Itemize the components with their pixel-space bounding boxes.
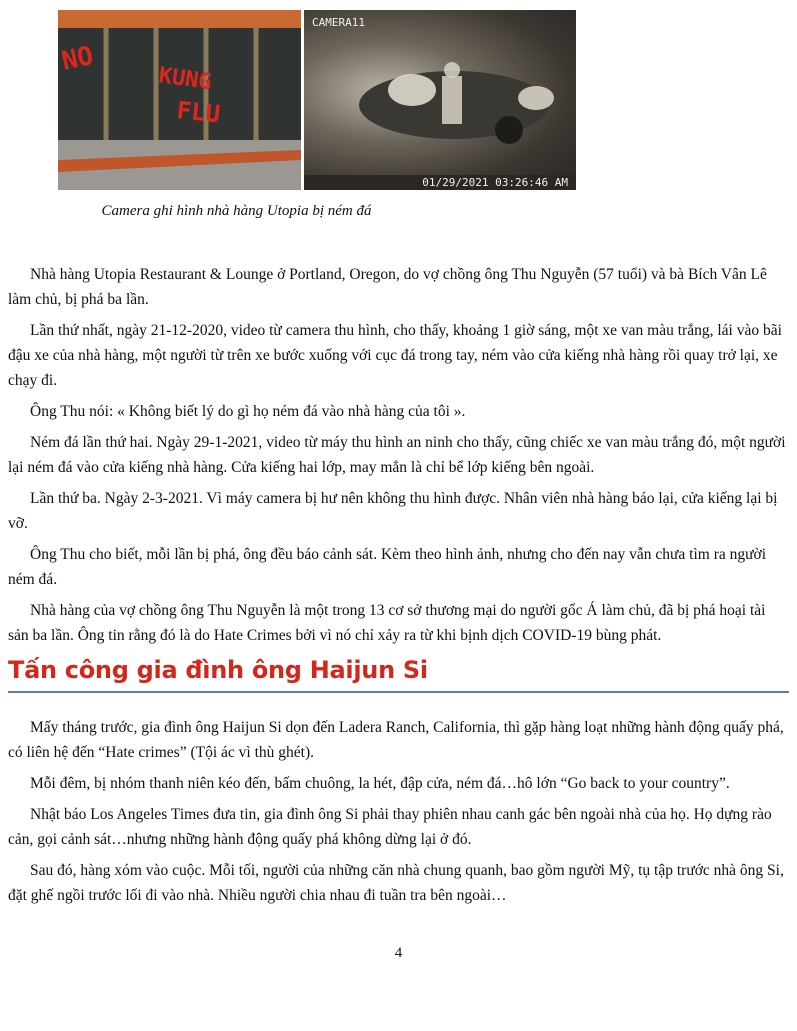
paragraph: Lần thứ ba. Ngày 2-3-2021. Vì máy camera bị hư nên không thu hình được. Nhân viên nhà hàng báo lại, cửa kiếng lại bị vỡ. xyxy=(8,490,778,532)
paragraph: Sau đó, hàng xóm vào cuộc. Mỗi tối, người của những căn nhà chung quanh, bao gồm người Mỹ, tụ tập trước nhà ông Si, đặt ghế ngồi trước lối đi vào nhà. Nhiều người chia nhau đi tuần tra bên ngoài… xyxy=(8,862,784,904)
camera-label: CAMERA11 xyxy=(312,16,365,29)
paragraph: Mỗi đêm, bị nhóm thanh niên kéo đến, bấm chuông, la hét, đập cửa, ném đá…hô lớn “Go back to your country”. xyxy=(30,775,730,792)
security-camera-illustration xyxy=(304,10,576,190)
paragraph: Ném đá lần thứ hai. Ngày 29-1-2021, video từ máy thu hình an ninh cho thấy, cũng chiếc xe van màu trắng đó, một người lại ném đá vào cửa kiếng nhà hàng. Cửa kiếng hai lớp, may mắn là chỉ bể lớp kiếng bên ngoài. xyxy=(8,434,786,476)
graffiti-word-3: FLU xyxy=(175,96,222,129)
heading-divider xyxy=(8,691,789,693)
graffiti-word-1: NO xyxy=(59,40,97,77)
paragraph: Mấy tháng trước, gia đình ông Haijun Si dọn đến Ladera Ranch, California, thì gặp hàng loạt những hành động quấy phá, có liên hệ đến “Hate crimes” (Tội ác vì thù ghét). xyxy=(8,719,784,761)
graffiti-word-2: KUNG xyxy=(157,63,214,96)
article-body xyxy=(8,262,789,914)
paragraph: Ông Thu cho biết, mỗi lần bị phá, ông đều báo cảnh sát. Kèm theo hình ảnh, nhưng cho đến nay vẫn chưa tìm ra người ném đá. xyxy=(8,546,767,588)
restaurant-graffiti-photo xyxy=(58,10,301,190)
paragraph: Nhà hàng Utopia Restaurant & Lounge ở Portland, Oregon, do vợ chồng ông Thu Nguyễn (57 tuổi) và bà Bích Vân Lê làm chủ, bị phá ba lần. xyxy=(8,266,767,308)
camera-timestamp: 01/29/2021 03:26:46 AM xyxy=(422,176,568,189)
photo-strip xyxy=(58,10,576,190)
section-heading: Tấn công gia đình ông Haijun Si xyxy=(8,656,428,684)
page-number: 4 xyxy=(394,945,403,961)
paragraph: Lần thứ nhất, ngày 21-12-2020, video từ camera thu hình, cho thấy, khoảng 1 giờ sáng, một xe van màu trắng, lái vào bãi đậu xe của nhà hàng, một người từ trên xe bước xuống với cục đá trong tay, ném vào cửa kiếng nhà hàng rồi quay trở lại, xe chạy đi. xyxy=(8,322,782,389)
security-camera-photo xyxy=(304,10,576,190)
paragraph: Nhà hàng của vợ chồng ông Thu Nguyễn là một trong 13 cơ sở thương mại do người gốc Á làm chủ, đã bị phá hoại tài sản ba lần. Ông tin rằng đó là do Hate Crimes bởi vì nó chỉ xảy ra từ khi bịnh dịch COVID-19 bùng phát. xyxy=(8,602,766,644)
graffiti-text-layer xyxy=(58,10,301,190)
photo-caption: Camera ghi hình nhà hàng Utopia bị ném đá xyxy=(101,203,372,219)
paragraph: Ông Thu nói: « Không biết lý do gì họ ném đá vào nhà hàng của tôi ». xyxy=(30,403,466,420)
paragraph: Nhật báo Los Angeles Times đưa tin, gia đình ông Si phải thay phiên nhau canh gác bên ngoài nhà của họ. Họ dựng rào cản, gọi cảnh sát…nhưng những hành động quấy phá không dừng lại ở đó. xyxy=(8,806,772,848)
